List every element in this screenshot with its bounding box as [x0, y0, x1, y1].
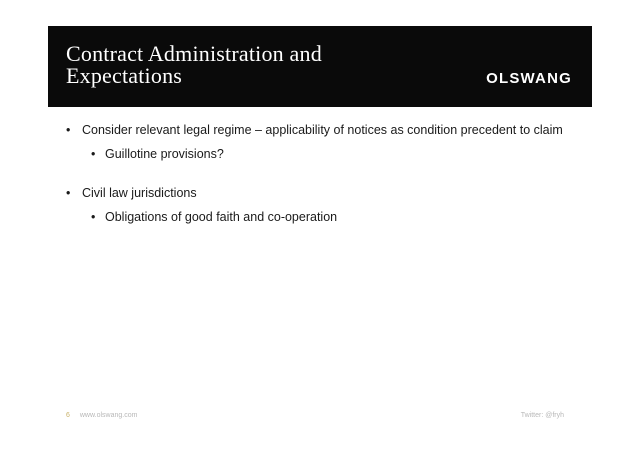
bullet-text: Civil law jurisdictions — [82, 186, 197, 200]
sub-bullet-text: Guillotine provisions? — [105, 147, 224, 161]
sub-bullet-item — [91, 146, 586, 163]
slide-content — [66, 122, 586, 226]
slide-title: Contract Administration and Expectations — [66, 41, 322, 88]
footer-twitter: Twitter: @fryh — [520, 412, 564, 419]
bullet-dot-icon: • — [91, 210, 96, 224]
olswang-logo: OLSWANG — [486, 70, 572, 87]
bullet-dot-icon: • — [66, 186, 71, 200]
bullet-dot-icon: • — [91, 147, 96, 161]
footer-left — [66, 412, 137, 419]
sub-bullet-text: Obligations of good faith and co-operation — [105, 210, 338, 224]
page-number: 6 — [66, 412, 70, 419]
bullet-text: Consider relevant legal regime – applicability of notices as condition precedent to claim — [82, 123, 563, 137]
bullet-dot-icon: • — [66, 123, 71, 137]
title-bar — [48, 26, 592, 107]
bullet-item — [66, 185, 586, 202]
footer-website-link[interactable]: www.olswang.com — [79, 412, 138, 419]
bullet-item — [66, 122, 586, 139]
sub-bullet-item — [91, 209, 586, 226]
